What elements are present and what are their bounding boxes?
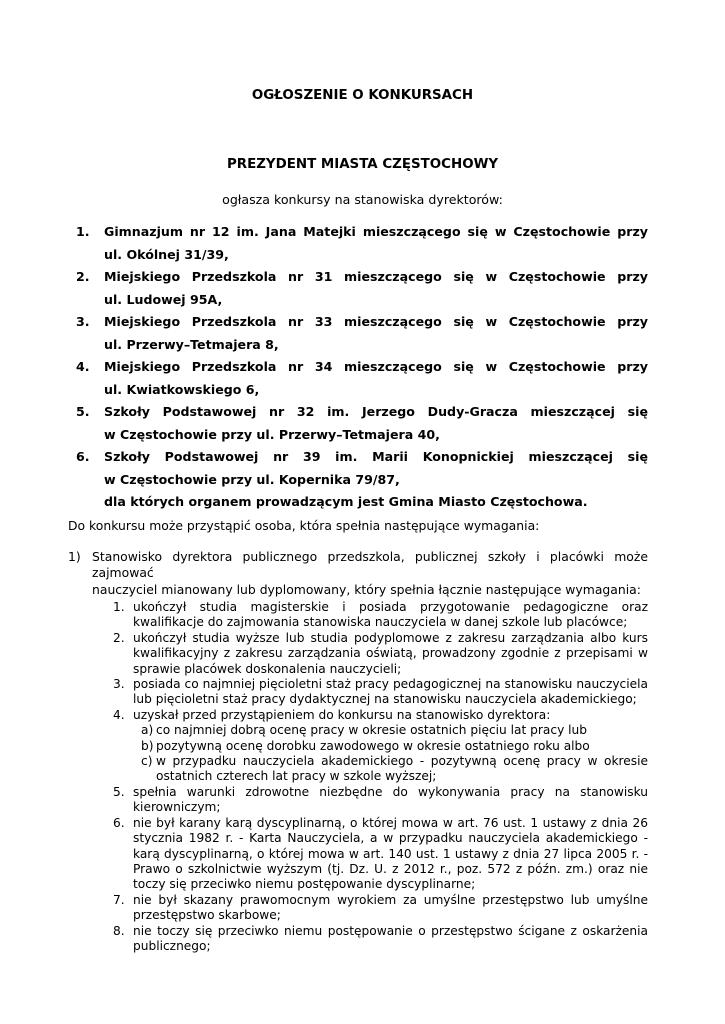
competition-item (76, 401, 648, 446)
requirement-item (113, 785, 648, 816)
competition-number: 4. (76, 359, 90, 374)
competitions-list (76, 221, 648, 514)
competition-line1: Miejskiego Przedszkola nr 31 mieszczącego się w Częstochowie przy (104, 269, 648, 284)
requirement-item (113, 600, 648, 631)
condition-line2: nauczyciel mianowany lub dyplomowany, który spełnia łącznie następujące wymagania: (92, 581, 641, 597)
requirement-number: 7. (113, 892, 125, 907)
document-title: OGŁOSZENIE O KONKURSACH (251, 88, 474, 103)
requirement-item (113, 816, 648, 893)
sub-requirement-text: w przypadku nauczyciela akademickiego - pozytywną ocenę pracy w okresie ostatnich czterech lat pracy w szkole wyższej; (156, 754, 648, 784)
competition-line2: ul. Kwiatkowskiego 6, (104, 381, 260, 397)
sub-requirement-letter: c) (141, 754, 153, 769)
competition-number: 2. (76, 269, 90, 284)
requirement-number: 4. (113, 707, 125, 722)
requirement-number: 3. (113, 677, 125, 692)
sub-requirement-text: co najmniej dobrą ocenę pracy w okresie ostatnich pięciu lat pracy lub (156, 723, 587, 738)
issuer-heading: PREZYDENT MIASTA CZĘSTOCHOWY (226, 157, 499, 172)
sub-requirement-text: pozytywną ocenę dorobku zawodowego w okresie ostatniego roku albo (156, 738, 590, 753)
competition-line1: Szkoły Podstawowej nr 32 im. Jerzego Dudy-Gracza mieszczącej się (104, 404, 648, 419)
requirement-text: nie był skazany prawomocnym wyrokiem za umyślne przestępstwo lub umyślne przestępstwo skarbowe; (133, 892, 648, 923)
requirements-list (113, 600, 648, 954)
requirement-text: nie był karany karą dyscyplinarną, o której mowa w art. 76 ust. 1 ustawy z dnia 26 stycznia 1982 r. - Karta Nauczyciela, a w przypadku nauczyciela akademickiego - karą dyscyplinarną, o której mowa w art. 140 ust. 1 ustawy z dnia 27 lipca 2005 r. - Prawo o szkolnictwie wyższym (tj. Dz. U. z 2012 r., poz. 572 z późn. zm.) oraz nie toczy się przeciwko niemu postępowanie dyscyplinarne; (133, 815, 648, 892)
sub-requirement-item (141, 723, 648, 738)
sub-requirement-item (141, 739, 648, 754)
competition-line2: w Częstochowie przy ul. Przerwy–Tetmajera 40, (104, 426, 440, 442)
competition-item (76, 356, 648, 401)
requirement-text: ukończył studia magisterskie i posiada przygotowanie pedagogiczne oraz kwalifikacje do zajmowania stanowiska nauczyciela w danej szkole lub placówce; (133, 600, 648, 630)
requirement-number: 1. (113, 600, 125, 614)
requirement-item (113, 924, 648, 955)
requirement-item (113, 631, 648, 677)
requirement-text: ukończył studia wyższe lub studia podyplomowe z zakresu zarządzania albo kurs kwalifikacyjny z zakresu zarządzania oświatą, prowadzony zgodnie z przepisami w sprawie placówek doskonalenia nauczycieli; (133, 630, 648, 676)
requirement-item (113, 677, 648, 708)
competition-number: 1. (76, 224, 90, 239)
competition-item (76, 446, 648, 491)
requirement-text: spełnia warunki zdrowotne niezbędne do wykonywania pracy na stanowisku kierowniczym; (133, 784, 648, 815)
competition-item (76, 266, 648, 311)
condition-text (68, 549, 648, 598)
condition-number: 1) (68, 549, 81, 564)
competition-line2: w Częstochowie przy ul. Kopernika 79/87, (104, 471, 400, 487)
requirement-text: posiada co najmniej pięcioletni staż pracy pedagogicznej na stanowisku nauczyciela lub pięcioletni staż pracy dydaktycznej na stanowisku nauczyciela akademickiego; (133, 677, 648, 707)
governing-body-note: dla których organem prowadzącym jest Gmina Miasto Częstochowa. (104, 494, 588, 509)
requirements-intro: Do konkursu może przystąpić osoba, która spełnia następujące wymagania: (68, 518, 540, 533)
competition-number: 6. (76, 449, 90, 464)
competition-number: 3. (76, 314, 90, 329)
competition-line1: Miejskiego Przedszkola nr 33 mieszczącego się w Częstochowie przy (104, 314, 648, 329)
competition-line1: Miejskiego Przedszkola nr 34 mieszczącego się w Częstochowie przy (104, 359, 648, 374)
requirement-number: 8. (113, 923, 125, 938)
sub-requirement-letter: b) (141, 738, 154, 753)
competition-item (76, 221, 648, 266)
competition-line2: ul. Przerwy–Tetmajera 8, (104, 336, 279, 352)
requirement-item (113, 708, 648, 785)
competition-number: 5. (76, 404, 90, 419)
requirement-text: uzyskał przed przystąpieniem do konkursu na stanowisko dyrektora: (133, 707, 551, 722)
condition-paragraph (68, 549, 648, 598)
competition-item (76, 311, 648, 356)
sub-requirement-item (141, 754, 648, 785)
condition-line1: Stanowisko dyrektora publicznego przedszkola, publicznej szkoły i placówki może zajmować (92, 549, 648, 581)
requirement-number: 5. (113, 784, 125, 799)
announcement-text: ogłasza konkursy na stanowiska dyrektorów: (222, 192, 503, 207)
competition-line1: Gimnazjum nr 12 im. Jana Matejki mieszczącego się w Częstochowie przy (104, 224, 648, 239)
requirement-text: nie toczy się przeciwko niemu postępowanie o przestępstwo ścigane z oskarżenia publicznego; (133, 923, 648, 953)
competition-line1: Szkoły Podstawowej nr 39 im. Marii Konopnickiej mieszczącej się (104, 449, 648, 464)
requirement-number: 6. (113, 815, 125, 830)
competition-line2: ul. Ludowej 95A, (104, 291, 223, 307)
requirement-item (113, 893, 648, 924)
competition-line2: ul. Okólnej 31/39, (104, 246, 229, 262)
sub-requirement-letter: a) (141, 723, 154, 738)
requirement-number: 2. (113, 630, 125, 645)
requirement-sublist (133, 723, 648, 785)
